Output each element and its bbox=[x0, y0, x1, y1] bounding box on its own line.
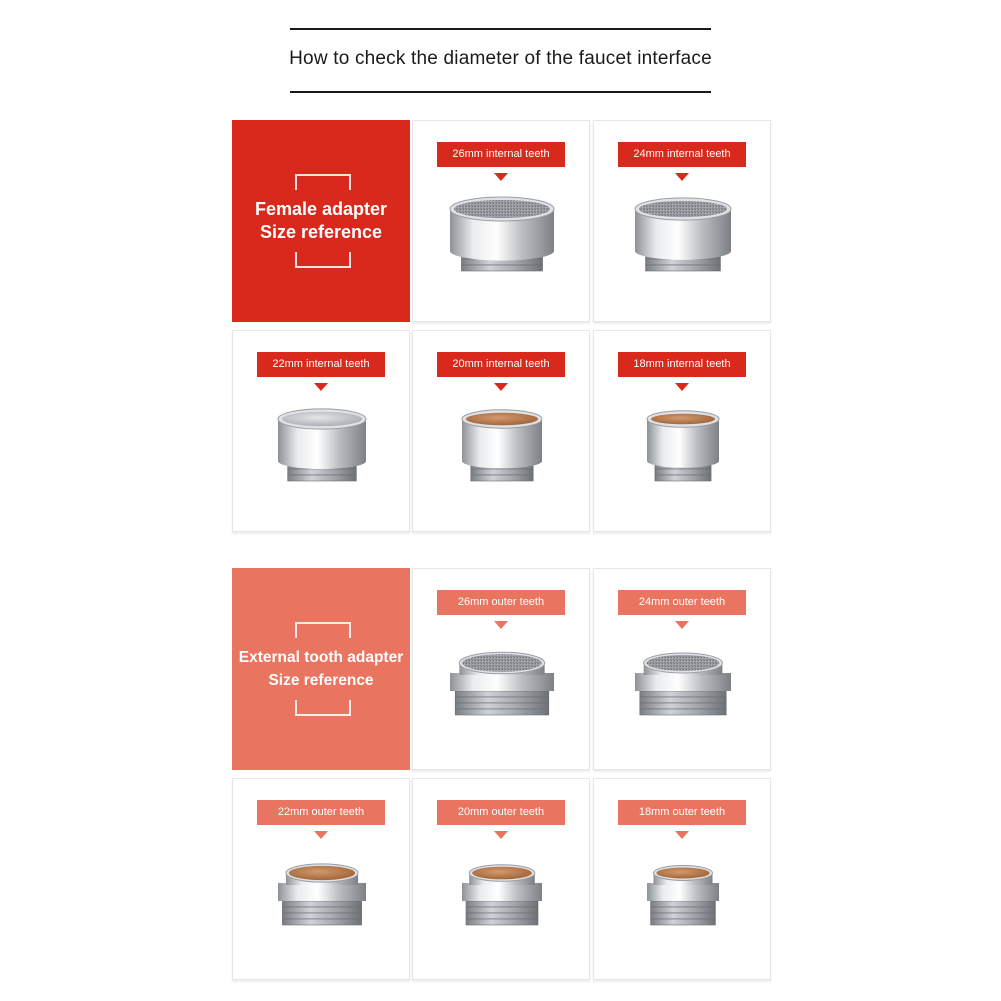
bracket-top-icon bbox=[295, 622, 351, 638]
size-badge: 20mm outer teeth bbox=[437, 800, 565, 825]
pointer-icon bbox=[494, 621, 508, 629]
thread-ring bbox=[282, 913, 361, 919]
thread-ring bbox=[282, 907, 361, 913]
thread-ring bbox=[471, 469, 533, 475]
external-title: External tooth adapter Size reference bbox=[238, 649, 404, 689]
product-card bbox=[593, 330, 771, 532]
adapter-body-base bbox=[647, 454, 719, 467]
adapter-body-base bbox=[462, 454, 542, 469]
adapter-core bbox=[289, 866, 355, 880]
thread-ring bbox=[651, 913, 716, 919]
product-card bbox=[412, 778, 590, 980]
product-card bbox=[593, 568, 771, 770]
adapter-core bbox=[656, 868, 709, 879]
pointer-icon bbox=[675, 831, 689, 839]
adapter-body bbox=[647, 883, 719, 901]
thread-ring bbox=[288, 475, 357, 481]
pointer-icon bbox=[494, 173, 508, 181]
adapter-core bbox=[651, 414, 715, 425]
thread-ring bbox=[455, 697, 549, 703]
bracket-bottom-icon bbox=[295, 252, 351, 268]
thread-ring bbox=[466, 913, 538, 919]
adapter-part-icon bbox=[442, 185, 562, 285]
thread-ring bbox=[455, 691, 549, 697]
adapter-core bbox=[472, 867, 532, 880]
product-card bbox=[593, 120, 771, 322]
thread-ring bbox=[466, 907, 538, 913]
thread-ring bbox=[640, 697, 726, 703]
adapter-part-icon bbox=[623, 843, 743, 943]
adapter-core bbox=[466, 413, 538, 425]
thread-ring bbox=[655, 469, 711, 475]
size-badge: 18mm outer teeth bbox=[618, 800, 746, 825]
adapter-part-icon bbox=[262, 843, 382, 943]
adapter-core bbox=[647, 655, 720, 671]
adapter-body bbox=[462, 883, 542, 901]
pointer-icon bbox=[494, 831, 508, 839]
bracket-bottom-icon bbox=[295, 700, 351, 716]
pointer-icon bbox=[314, 383, 328, 391]
thread-ring bbox=[640, 703, 726, 709]
adapter-part-icon bbox=[262, 395, 382, 495]
adapter-core bbox=[282, 412, 362, 426]
thread-ring bbox=[646, 265, 721, 271]
pointer-icon bbox=[675, 173, 689, 181]
female-adapter-grid bbox=[232, 120, 771, 532]
adapter-body bbox=[450, 673, 554, 691]
pointer-icon bbox=[314, 831, 328, 839]
pointer-icon bbox=[675, 621, 689, 629]
product-card bbox=[232, 778, 410, 980]
adapter-core bbox=[639, 201, 727, 217]
product-card bbox=[412, 568, 590, 770]
thread-ring bbox=[651, 901, 716, 907]
thread-ring bbox=[282, 901, 361, 907]
product-card bbox=[412, 330, 590, 532]
size-badge: 26mm internal teeth bbox=[437, 142, 565, 167]
thread-ring bbox=[640, 691, 726, 697]
thread-ring bbox=[651, 919, 716, 925]
thread-ring bbox=[651, 907, 716, 913]
thread-ring bbox=[471, 475, 533, 481]
size-badge: 22mm outer teeth bbox=[257, 800, 385, 825]
adapter-part-icon bbox=[442, 633, 562, 733]
size-badge: 24mm internal teeth bbox=[618, 142, 746, 167]
header-rule-bottom bbox=[290, 91, 711, 93]
adapter-body-base bbox=[450, 241, 554, 260]
thread-ring bbox=[655, 475, 711, 481]
female-title: Female adapter Size reference bbox=[254, 199, 388, 242]
adapter-part-icon bbox=[442, 395, 562, 495]
product-card bbox=[412, 120, 590, 322]
adapter-core bbox=[462, 654, 541, 672]
product-card bbox=[593, 778, 771, 980]
adapter-part-icon bbox=[623, 185, 743, 285]
female-title-card bbox=[232, 120, 410, 322]
thread-ring bbox=[640, 709, 726, 715]
adapter-part-icon bbox=[623, 633, 743, 733]
adapter-body bbox=[278, 883, 366, 901]
thread-ring bbox=[466, 901, 538, 907]
thread-ring bbox=[461, 265, 542, 271]
thread-ring bbox=[455, 709, 549, 715]
adapter-body-base bbox=[635, 242, 731, 260]
page-title: How to check the diameter of the faucet interface bbox=[289, 48, 712, 69]
header-rule-top bbox=[290, 28, 711, 30]
thread-ring bbox=[455, 703, 549, 709]
thread-ring bbox=[466, 919, 538, 925]
external-title-card bbox=[232, 568, 410, 770]
external-adapter-grid bbox=[232, 568, 771, 980]
size-badge: 20mm internal teeth bbox=[437, 352, 565, 377]
size-badge: 22mm internal teeth bbox=[257, 352, 385, 377]
thread-ring bbox=[288, 469, 357, 475]
product-card bbox=[232, 330, 410, 532]
adapter-body-base bbox=[278, 453, 366, 469]
adapter-part-icon bbox=[442, 843, 562, 943]
size-badge: 24mm outer teeth bbox=[618, 590, 746, 615]
adapter-part-icon bbox=[623, 395, 743, 495]
pointer-icon bbox=[494, 383, 508, 391]
pointer-icon bbox=[675, 383, 689, 391]
thread-ring bbox=[282, 919, 361, 925]
size-badge: 18mm internal teeth bbox=[618, 352, 746, 377]
thread-ring bbox=[646, 259, 721, 265]
adapter-body bbox=[635, 673, 731, 691]
adapter-core bbox=[454, 200, 550, 218]
size-badge: 26mm outer teeth bbox=[437, 590, 565, 615]
bracket-top-icon bbox=[295, 174, 351, 190]
